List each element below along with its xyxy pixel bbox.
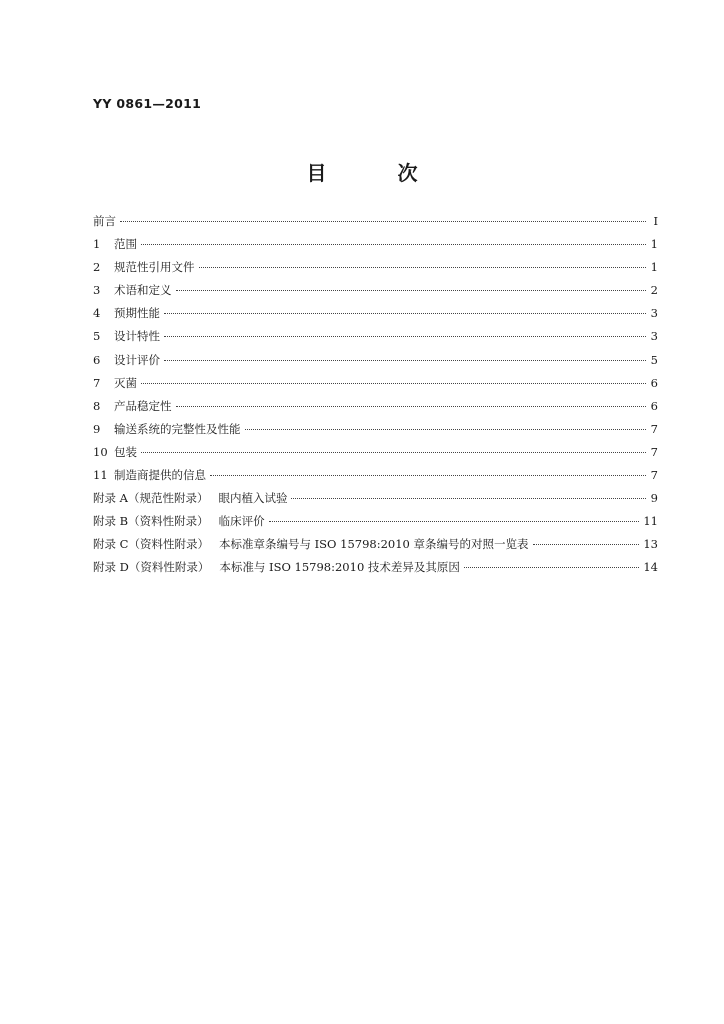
toc-entry-page: 3 bbox=[650, 306, 658, 321]
toc-entry-label: 输送系统的完整性及性能 bbox=[114, 421, 241, 436]
dot-leader bbox=[176, 290, 647, 291]
toc-entry-page: 1 bbox=[650, 237, 658, 252]
dot-leader bbox=[210, 475, 646, 476]
toc-entry-label: 附录 A（规范性附录） bbox=[93, 491, 209, 506]
toc-entry-page: 7 bbox=[650, 421, 658, 436]
toc-entry[interactable] bbox=[93, 328, 658, 351]
dot-leader bbox=[164, 360, 646, 361]
toc-entry-number: 7 bbox=[93, 375, 101, 390]
toc-entry[interactable] bbox=[93, 536, 658, 559]
toc-entry[interactable] bbox=[93, 421, 658, 444]
dot-leader bbox=[245, 429, 647, 430]
toc-entry-label: 产品稳定性 bbox=[114, 398, 172, 413]
toc-entry-page: 1 bbox=[650, 260, 658, 275]
toc-entry-number: 10 bbox=[93, 444, 108, 459]
dot-leader bbox=[141, 244, 646, 245]
toc-entry-label: 附录 B（资料性附录） bbox=[93, 514, 209, 529]
toc-title: 目 次 bbox=[306, 161, 450, 185]
toc-entry-page: 13 bbox=[643, 537, 658, 552]
toc-entry[interactable] bbox=[93, 467, 658, 490]
toc-entry-number: 8 bbox=[93, 398, 101, 413]
dot-leader bbox=[464, 567, 639, 568]
toc-entry-label: 前言 bbox=[93, 214, 116, 228]
toc-entry-page: 14 bbox=[643, 560, 658, 575]
toc-entry-number: 1 bbox=[93, 237, 101, 252]
toc-entry-label: 包装 bbox=[114, 444, 137, 459]
toc-entry-label: 范围 bbox=[114, 237, 137, 252]
toc-entry-label: 设计特性 bbox=[114, 329, 160, 344]
toc-entry[interactable] bbox=[93, 490, 658, 513]
table-of-contents bbox=[93, 213, 658, 583]
toc-entry[interactable] bbox=[93, 213, 658, 236]
toc-entry-subtitle: 本标准章条编号与 ISO 15798:2010 章条编号的对照一览表 bbox=[218, 537, 529, 552]
toc-entry-page: 9 bbox=[650, 491, 658, 506]
dot-leader bbox=[164, 336, 646, 337]
dot-leader bbox=[269, 521, 640, 522]
toc-entry[interactable] bbox=[93, 236, 658, 259]
dot-leader bbox=[120, 221, 646, 222]
toc-entry-page: 3 bbox=[650, 329, 658, 344]
toc-entry-number: 4 bbox=[93, 306, 101, 321]
toc-entry-label: 附录 C（资料性附录） bbox=[93, 537, 209, 552]
toc-entry-number: 2 bbox=[93, 260, 101, 275]
standard-code: YY 0861—2011 bbox=[93, 96, 202, 111]
toc-entry-page: 11 bbox=[643, 514, 658, 529]
toc-entry-page: 6 bbox=[650, 398, 658, 413]
toc-entry-subtitle: 临床评价 bbox=[218, 514, 265, 529]
toc-entry-label: 设计评价 bbox=[114, 352, 160, 367]
toc-entry[interactable] bbox=[93, 305, 658, 328]
toc-entry-label: 附录 D（资料性附录） bbox=[93, 560, 210, 575]
toc-entry-number: 11 bbox=[93, 468, 108, 483]
toc-entry[interactable] bbox=[93, 513, 658, 536]
toc-entry[interactable] bbox=[93, 282, 658, 305]
toc-entry-page: I bbox=[653, 214, 658, 228]
toc-entry-page: 7 bbox=[650, 444, 658, 459]
toc-entry-page: 7 bbox=[650, 468, 658, 483]
toc-entry-label: 规范性引用文件 bbox=[114, 260, 195, 275]
toc-entry[interactable] bbox=[93, 444, 658, 467]
toc-entry[interactable] bbox=[93, 352, 658, 375]
toc-entry-label: 术语和定义 bbox=[114, 283, 172, 298]
toc-entry[interactable] bbox=[93, 398, 658, 421]
dot-leader bbox=[199, 267, 647, 268]
toc-entry[interactable] bbox=[93, 259, 658, 282]
dot-leader bbox=[141, 452, 646, 453]
toc-entry-label: 制造商提供的信息 bbox=[114, 468, 206, 483]
toc-entry[interactable] bbox=[93, 559, 658, 582]
toc-entry-page: 6 bbox=[650, 375, 658, 390]
toc-entry-label: 灭菌 bbox=[114, 375, 137, 390]
dot-leader bbox=[176, 406, 647, 407]
toc-entry-subtitle: 眼内植入试验 bbox=[218, 491, 288, 506]
dot-leader bbox=[291, 498, 646, 499]
toc-entry-page: 5 bbox=[650, 352, 658, 367]
dot-leader bbox=[533, 544, 640, 545]
toc-entry[interactable] bbox=[93, 375, 658, 398]
toc-entry-number: 9 bbox=[93, 421, 101, 436]
toc-entry-number: 6 bbox=[93, 352, 101, 367]
dot-leader bbox=[141, 383, 646, 384]
toc-entry-page: 2 bbox=[650, 283, 658, 298]
toc-entry-number: 3 bbox=[93, 283, 101, 298]
dot-leader bbox=[164, 313, 646, 314]
toc-entry-number: 5 bbox=[93, 329, 101, 344]
toc-entry-label: 预期性能 bbox=[114, 306, 160, 321]
toc-entry-subtitle: 本标准与 ISO 15798:2010 技术差异及其原因 bbox=[219, 560, 460, 575]
